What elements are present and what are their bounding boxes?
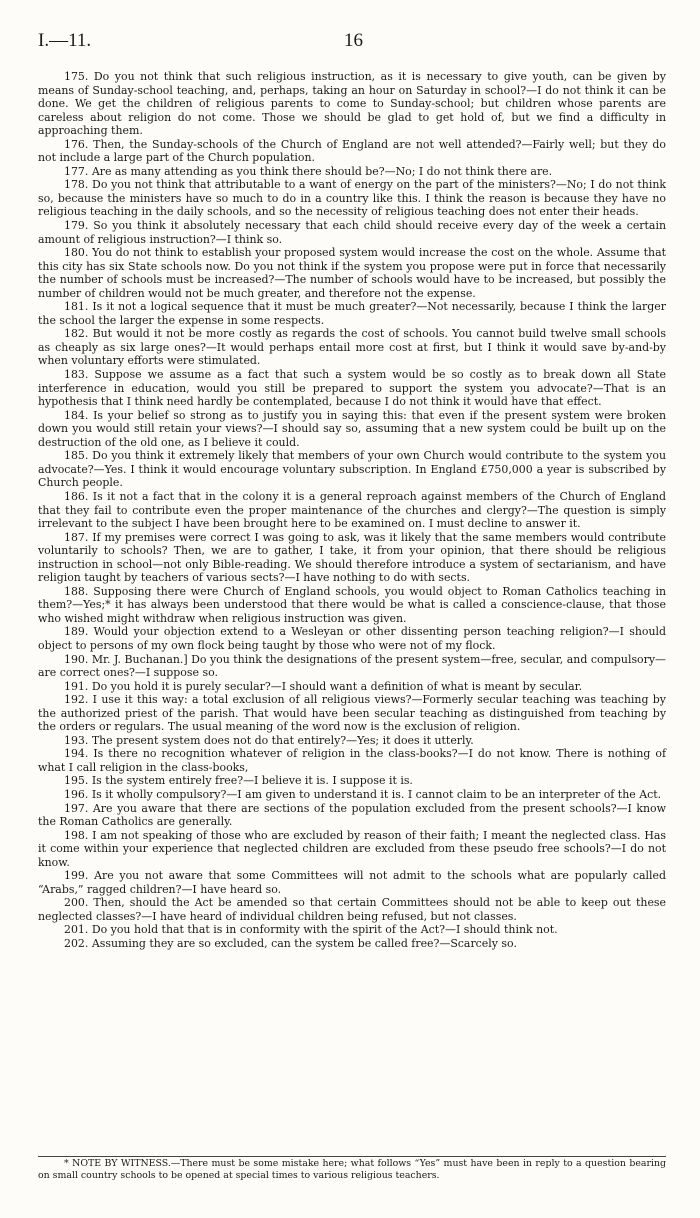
document-reference: I.—11. <box>38 30 92 51</box>
question-paragraph: 193. The present system does not do that entirely?—Yes; it does it utterly. <box>64 733 474 747</box>
question-paragraph: 175. Do you not think that such religious instruction, as it is necessary to give youth, can be given by means of Sunday-school teaching, and, perhaps, taking an hour on Saturday in school?—I do not think it can be done. We get the children of religious parents to come to Sunday-school; but children whose parents are careless about religion do not come. Those we should be glad to get hold of, but we find a difficulty in approaching them. <box>38 70 666 138</box>
question-paragraph: 198. I am not speaking of those who are excluded by reason of their faith; I meant the neglected class. Has it come within your experience that neglected children are excluded from these pseudo free schools?—I do not know. <box>38 828 666 869</box>
question-paragraph: 186. Is it not a fact that in the colony it is a general reproach against members of the Church of England that they fail to contribute even the proper maintenance of the churches and clergy?—The question is simply irrelevant to the subject I have been brought here to be examined on. I must decline to answer it. <box>38 489 666 531</box>
question-paragraph: 176. Then, the Sunday-schools of the Church of England are not well attended?—Fairly well; but they do not include a large part of the Church population. <box>38 137 666 165</box>
question-paragraph: 181. Is it not a logical sequence that it must be much greater?—Not necessarily, because I think the larger the school the larger the expense in some respects. <box>38 300 666 327</box>
question-paragraph: 190. Mr. J. Buchanan.] Do you think the designations of the present system—free, secular, and compulsory—are correct ones?—I suppose so. <box>38 652 666 680</box>
question-paragraph: 185. Do you think it extremely likely that members of your own Church would contribute to the system you advocate?—Yes. I think it would encourage voluntary subscription. In England £750,000 a year is subscribed by Church people. <box>38 449 666 490</box>
question-paragraph: 177. Are as many attending as you think there should be?—No; I do not think there are. <box>64 164 553 178</box>
question-paragraph: 201. Do you hold that that is in conformity with the spirit of the Act?—I should think not. <box>64 923 558 937</box>
question-paragraph: 179. So you think it absolutely necessary that each child should receive every day of the week a certain amount of religious instruction?—I think so. <box>38 219 666 246</box>
question-paragraph: 178. Do you not think that attributable to a want of energy on the part of the ministers?—No; I do not think so, because the ministers have so much to do in a country like this. I think the reason is because they have no religious teaching in the daily schools, and so the necessity of religious teaching does not enter their heads. <box>38 178 666 219</box>
question-paragraph: 194. Is there no recognition whatever of religion in the class-books?—I do not know. There is nothing of what I call religion in the class-books, <box>38 747 666 774</box>
question-paragraph: 189. Would your objection extend to a Wesleyan or other dissenting person teaching religion?—I should object to persons of my own flock being taught by those who were not of my flock. <box>38 625 666 652</box>
question-paragraph: 187. If my premises were correct I was going to ask, was it likely that the same members would contribute voluntarily to schools? Then, we are to gather, I take, it from your opinion, that there should be religious instruction in school—not only Bible-reading. We should therefore introduce a system of sectarianism, and have religion taught by teachers of various sects?—I have nothing to do with sects. <box>38 530 666 585</box>
question-paragraph: 188. Supposing there were Church of England schools, you would object to Roman Catholics teaching in them?—Yes;* it has always been understood that there would be what is called a conscience-clause, that those who wished might withdraw when religious instruction was given. <box>38 584 666 625</box>
question-paragraph: 200. Then, should the Act be amended so that certain Committees should not be able to keep out these neglected classes?—I have heard of individual children being refused, but not classes. <box>38 896 666 923</box>
footnote <box>38 1158 666 1183</box>
question-paragraph: 197. Are you aware that there are sections of the population excluded from the present schools?—I know the Roman Catholics are generally. <box>38 801 666 829</box>
question-paragraph: 180. You do not think to establish your proposed system would increase the cost on the whole. Assume that this city has six State schools now. Do you not think if the system you propose were put in force that necessarily the number of schools must be increased?—The number of schools would have to be increased, but possibly the number of children would not be much greater, and therefore not the expense. <box>38 246 666 300</box>
question-paragraph: 196. Is it wholly compulsory?—I am given to understand it is. I cannot claim to be an interpreter of the Act. <box>64 787 662 801</box>
question-paragraph: 192. I use it this way: a total exclusion of all religious views?—Formerly secular teaching was teaching by the authorized priest of the parish. That would have been secular teaching as distinguished from teaching by the orders or regulars. The usual meaning of the word now is the exclusion of religion. <box>38 693 666 734</box>
footnote-text: * NOTE BY WITNESS.—There must be some mistake here; what follows “Yes” must have been in reply to a question bearing on small country schools to be opened at special times to various religious teachers. <box>38 1158 666 1182</box>
question-paragraph: 199. Are you not aware that some Committees will not admit to the schools what are popularly called “Arabs,” ragged children?—I have heard so. <box>38 869 666 896</box>
question-paragraph: 191. Do you hold it is purely secular?—I should want a definition of what is meant by secular. <box>64 679 583 693</box>
question-paragraph: 184. Is your belief so strong as to justify you in saying this: that even if the present system were broken down you would still retain your views?—I should say so, assuming that a new system could be built up on the destruction of the old one, as I believe it could. <box>38 408 666 449</box>
question-paragraph: 195. Is the system entirely free?—I believe it is. I suppose it is. <box>64 774 413 788</box>
page-header <box>38 30 670 56</box>
footnote-divider <box>38 1156 666 1157</box>
question-paragraph: 202. Assuming they are so excluded, can the system be called free?—Scarcely so. <box>64 937 517 950</box>
page-number: 16 <box>344 30 363 51</box>
question-paragraph: 182. But would it not be more costly as regards the cost of schools. You cannot build twelve small schools as cheaply as six large ones?—It would perhaps entail more cost at first, but I think it would save by-and-by when voluntary efforts were stimulated. <box>38 327 666 368</box>
testimony-body <box>38 70 666 951</box>
question-paragraph: 183. Suppose we assume as a fact that such a system would be so costly as to break down all State interference in education, would you still be prepared to support the system you advocate?—That is an hypothesis that I think need hardly be contemplated, because I do not think it would have that effect. <box>38 368 666 409</box>
